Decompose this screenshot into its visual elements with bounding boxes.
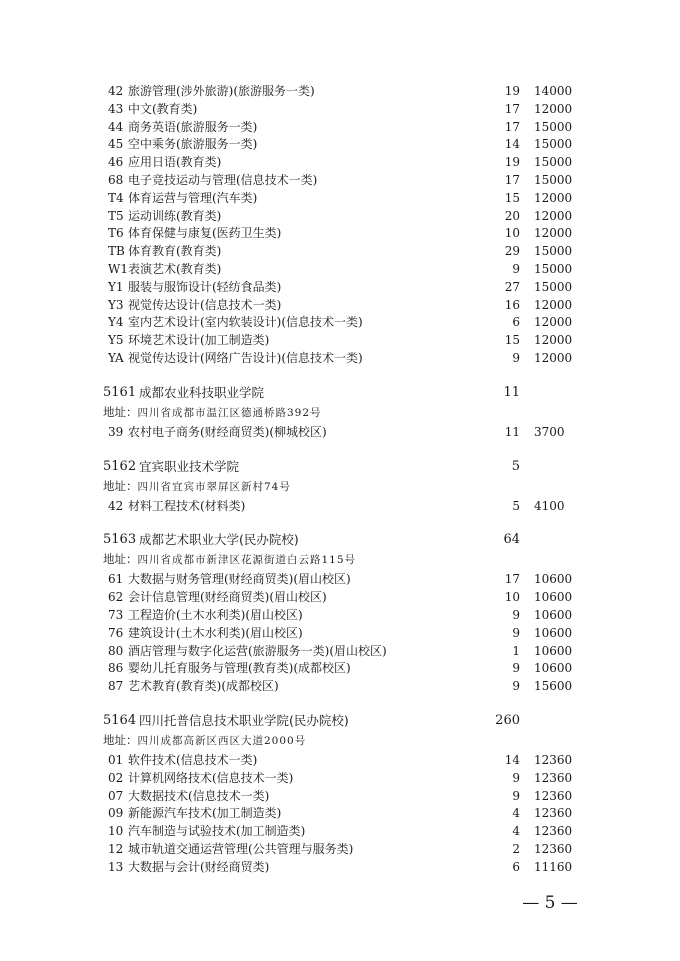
enrollment-count: 9 (512, 351, 520, 365)
major-row (0, 189, 680, 207)
tuition-fee: 12000 (534, 315, 573, 330)
major-code: 46 (108, 155, 124, 170)
major-code: 87 (108, 679, 124, 694)
address-label: 地址： (103, 552, 138, 567)
tuition-fee: 10600 (534, 625, 573, 640)
major-code: 01 (108, 753, 124, 767)
major-name: 会计信息管理(财经商贸类)(眉山校区) (128, 590, 327, 605)
major-code: 39 (108, 424, 124, 439)
major-row (0, 260, 680, 278)
school-header (103, 530, 663, 550)
school-header (103, 383, 663, 403)
major-row (0, 82, 680, 100)
major-code: YA (108, 351, 124, 365)
school-id: 5163 (103, 532, 137, 548)
tuition-fee: 10600 (534, 590, 573, 605)
tuition-fee: 12000 (534, 101, 573, 116)
tuition-fee: 12360 (534, 806, 573, 821)
tuition-fee: 4100 (534, 498, 565, 513)
enrollment-count: 5 (512, 498, 520, 513)
enrollment-count: 9 (512, 770, 520, 785)
major-name: 汽车制造与试验技术(加工制造类) (128, 824, 306, 839)
school-address (103, 403, 322, 421)
tuition-fee: 12000 (534, 333, 573, 348)
tuition-fee: 15000 (534, 262, 573, 276)
major-code: 09 (108, 806, 124, 821)
tuition-fee: 15000 (534, 155, 573, 170)
enrollment-count: 20 (504, 208, 520, 223)
enrollment-count: 16 (504, 297, 520, 312)
tuition-fee: 12000 (534, 226, 573, 241)
enrollment-count: 19 (504, 84, 520, 98)
major-name: 新能源汽车技术(加工制造类) (128, 806, 282, 821)
major-row (0, 313, 680, 331)
major-name: 空中乘务(旅游服务一类) (128, 137, 258, 152)
major-name: 体育运营与管理(汽车类) (128, 190, 258, 205)
address-value: 四川省成都市新津区花源街道白云路115号 (137, 554, 357, 567)
tuition-fee: 12000 (534, 351, 573, 365)
major-row (0, 570, 680, 588)
major-row (0, 588, 680, 606)
tuition-fee: 15000 (534, 279, 573, 294)
major-name: 旅游管理(涉外旅游)(旅游服务一类) (128, 84, 315, 98)
major-row (0, 822, 680, 840)
school-total: 11 (503, 384, 520, 400)
major-code: T6 (108, 226, 124, 241)
major-name: 应用日语(教育类) (128, 155, 222, 170)
major-row (0, 331, 680, 349)
major-code: Y4 (108, 315, 124, 330)
major-row (0, 840, 680, 858)
major-code: 12 (108, 842, 124, 856)
enrollment-count: 17 (504, 572, 520, 587)
tuition-fee: 12360 (534, 788, 573, 803)
major-name: 计算机网络技术(信息技术一类) (128, 770, 294, 785)
major-row (0, 296, 680, 314)
major-code: 42 (108, 498, 124, 513)
address-label: 地址： (103, 478, 138, 493)
school-id: 5164 (103, 713, 137, 728)
enrollment-count: 11 (504, 424, 520, 439)
major-row (0, 224, 680, 242)
major-row (0, 171, 680, 189)
tuition-fee: 15000 (534, 173, 573, 187)
major-row (0, 118, 680, 136)
major-name: 商务英语(旅游服务一类) (128, 119, 258, 134)
school-name: 成都农业科技职业学院 (139, 384, 265, 400)
major-name: 室内艺术设计(室内软装设计)(信息技术一类) (128, 315, 363, 330)
major-row (0, 497, 680, 515)
tuition-fee: 15000 (534, 244, 573, 259)
tuition-fee: 12000 (534, 190, 573, 205)
major-code: T4 (108, 190, 124, 205)
major-name: 环境艺术设计(加工制造类) (128, 333, 270, 348)
major-code: 73 (108, 608, 124, 622)
tuition-fee: 12360 (534, 753, 573, 767)
major-row (0, 207, 680, 225)
tuition-fee: 10600 (534, 661, 573, 676)
address-label: 地址： (103, 404, 138, 419)
major-code: 76 (108, 625, 124, 640)
enrollment-count: 10 (504, 226, 520, 241)
school-name: 宜宾职业技术学院 (139, 458, 240, 474)
major-name: 体育保健与康复(医药卫生类) (128, 226, 282, 241)
major-code: 62 (108, 590, 124, 605)
major-name: 服装与服饰设计(轻纺食品类) (128, 279, 282, 294)
enrollment-count: 17 (504, 173, 520, 187)
major-code: Y1 (108, 279, 124, 294)
tuition-fee: 12360 (534, 824, 573, 839)
major-row (0, 642, 680, 660)
major-name: 软件技术(信息技术一类) (128, 753, 258, 767)
major-name: 农村电子商务(财经商贸类)(柳城校区) (128, 424, 327, 439)
school-total: 260 (495, 713, 520, 728)
major-row (0, 278, 680, 296)
major-name: 中文(教育类) (128, 101, 198, 116)
major-row (0, 100, 680, 118)
school-header (103, 711, 663, 731)
major-code: 07 (108, 788, 124, 803)
major-name: 大数据与会计(财经商贸类) (128, 859, 270, 874)
major-code: 45 (108, 137, 124, 152)
tuition-fee: 14000 (534, 84, 573, 98)
major-row (0, 242, 680, 260)
enrollment-count: 19 (504, 155, 520, 170)
major-name: 城市轨道交通运营管理(公共管理与服务类) (128, 842, 354, 856)
major-code: W1 (108, 262, 128, 276)
enrollment-count: 17 (504, 101, 520, 116)
tuition-fee: 12000 (534, 297, 573, 312)
major-name: 电子竞技运动与管理(信息技术一类) (128, 173, 318, 187)
enrollment-count: 2 (512, 842, 520, 856)
major-name: 酒店管理与数字化运营(旅游服务一类)(眉山校区) (128, 643, 387, 658)
enrollment-count: 15 (504, 190, 520, 205)
major-row (0, 659, 680, 677)
school-total: 64 (503, 532, 520, 548)
major-name: 运动训练(教育类) (128, 208, 222, 223)
tuition-fee: 10600 (534, 572, 573, 587)
major-name: 体育教育(教育类) (128, 244, 222, 259)
major-name: 艺术教育(教育类)(成都校区) (128, 679, 279, 694)
tuition-fee: 3700 (534, 424, 565, 439)
enrollment-count: 4 (512, 824, 520, 839)
major-code: 68 (108, 173, 124, 187)
school-header (103, 457, 663, 477)
major-name: 材料工程技术(材料类) (128, 498, 246, 513)
tuition-fee: 15000 (534, 119, 573, 134)
school-address (103, 477, 291, 495)
major-code: 02 (108, 770, 124, 785)
enrollment-count: 14 (504, 137, 520, 152)
major-name: 大数据与财务管理(财经商贸类)(眉山校区) (128, 572, 351, 587)
address-value: 四川省成都市温江区德通桥路392号 (137, 406, 322, 419)
major-code: Y3 (108, 297, 124, 312)
major-code: 10 (108, 824, 124, 839)
major-row (0, 787, 680, 805)
major-name: 婴幼儿托育服务与管理(教育类)(成都校区) (128, 661, 351, 676)
enrollment-count: 4 (512, 806, 520, 821)
tuition-fee: 11160 (534, 859, 573, 874)
major-row (0, 423, 680, 441)
major-name: 视觉传达设计(信息技术一类) (128, 297, 282, 312)
tuition-fee: 10600 (534, 608, 573, 622)
address-label: 地址： (103, 733, 138, 747)
major-row (0, 349, 680, 367)
enrollment-count: 15 (504, 333, 520, 348)
school-name: 成都艺术职业大学(民办院校) (139, 532, 299, 548)
address-value: 四川成都高新区西区大道2000号 (137, 735, 307, 747)
major-code: TB (108, 244, 125, 259)
major-code: Y5 (108, 333, 124, 348)
enrollment-count: 17 (504, 119, 520, 134)
major-code: 13 (108, 859, 124, 874)
major-code: 42 (108, 84, 124, 98)
major-code: 43 (108, 101, 124, 116)
enrollment-count: 27 (504, 279, 520, 294)
page-number: — 5 — (522, 893, 578, 913)
major-code: 61 (108, 572, 124, 587)
tuition-fee: 15000 (534, 137, 573, 152)
school-address (103, 550, 356, 568)
major-row (0, 153, 680, 171)
school-id: 5161 (103, 384, 137, 400)
major-row (0, 769, 680, 787)
major-row (0, 677, 680, 695)
tuition-fee: 10600 (534, 643, 573, 658)
enrollment-count: 9 (512, 262, 520, 276)
enrollment-count: 1 (512, 643, 520, 658)
tuition-fee: 12360 (534, 770, 573, 785)
enrollment-count: 9 (512, 679, 520, 694)
enrollment-count: 10 (504, 590, 520, 605)
major-name: 表演艺术(教育类) (128, 262, 222, 276)
enrollment-count: 9 (512, 788, 520, 803)
school-name: 四川托普信息技术职业学院(民办院校) (139, 713, 349, 728)
school-address (103, 731, 306, 749)
tuition-fee: 15600 (534, 679, 573, 694)
major-code: 44 (108, 119, 124, 134)
enrollment-count: 9 (512, 625, 520, 640)
major-row (0, 624, 680, 642)
enrollment-count: 29 (504, 244, 520, 259)
major-name: 视觉传达设计(网络广告设计)(信息技术一类) (128, 351, 363, 365)
tuition-fee: 12000 (534, 208, 573, 223)
address-value: 四川省宜宾市翠屏区新村74号 (137, 480, 291, 493)
major-row (0, 606, 680, 624)
major-row (0, 751, 680, 769)
major-row (0, 804, 680, 822)
school-id: 5162 (103, 458, 137, 474)
tuition-fee: 12360 (534, 842, 573, 856)
major-row (0, 135, 680, 153)
major-code: 86 (108, 661, 124, 676)
major-code: T5 (108, 208, 124, 223)
enrollment-count: 9 (512, 661, 520, 676)
enrollment-count: 6 (512, 315, 520, 330)
enrollment-count: 9 (512, 608, 520, 622)
major-row (0, 858, 680, 876)
major-name: 建筑设计(土木水利类)(眉山校区) (128, 625, 303, 640)
major-name: 工程造价(土木水利类)(眉山校区) (128, 608, 303, 622)
major-code: 80 (108, 643, 124, 658)
enrollment-count: 14 (504, 753, 520, 767)
major-name: 大数据技术(信息技术一类) (128, 788, 270, 803)
school-total: 5 (511, 458, 520, 474)
enrollment-count: 6 (512, 859, 520, 874)
